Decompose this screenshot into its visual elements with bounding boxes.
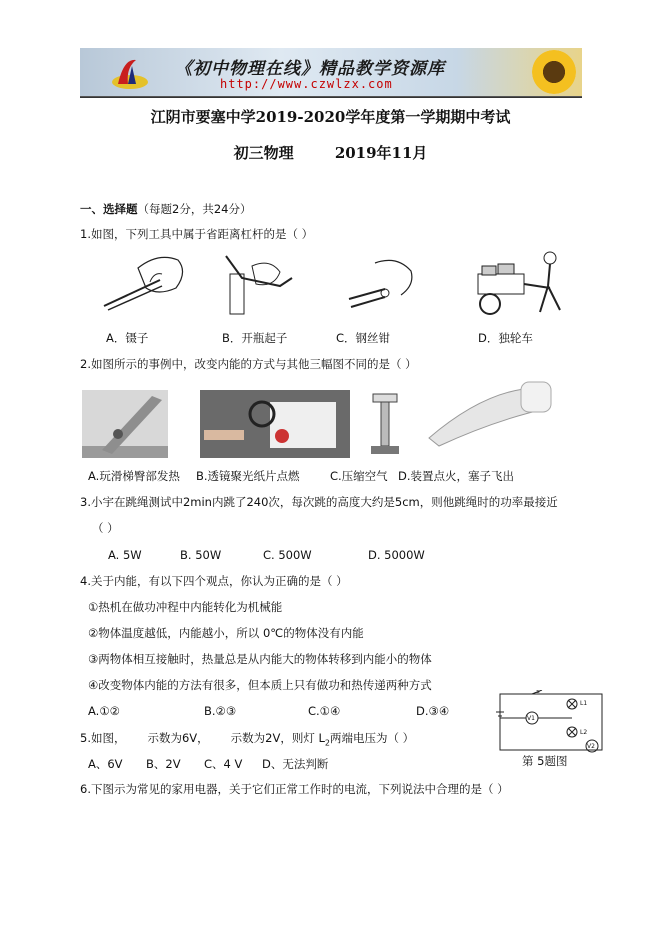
section-heading xyxy=(80,202,251,216)
pliers-image xyxy=(345,255,425,317)
banner-url: http://www.czwlzx.com xyxy=(220,77,393,91)
q5-figure-caption: 第 5题图 xyxy=(522,754,568,768)
q5-stem-b: 示数为6V， xyxy=(147,731,209,745)
l1-label: L1 xyxy=(580,700,588,707)
q5-option-c: C、4 V xyxy=(204,757,243,771)
q1-stem: 1.如图，下列工具中属于省距离杠杆的是（ ） xyxy=(80,227,314,241)
sunflower-icon xyxy=(532,50,576,94)
banner-title: 《初中物理在线》精品教学资源库 xyxy=(175,59,445,79)
exam-subtitle xyxy=(0,142,661,163)
q5-stem-d: 两端电压为（ ） xyxy=(330,731,415,745)
q2-stem: 2.如图所示的事例中，改变内能的方式与其他三幅图不同的是（ ） xyxy=(80,357,417,371)
wheelbarrow-image xyxy=(470,248,570,318)
q4-option-a: A.①② xyxy=(88,704,120,718)
section-note: （每题2分，共24分） xyxy=(137,202,252,216)
q4-option-d: D.③④ xyxy=(416,704,450,718)
q3-paren: （ ） xyxy=(92,521,119,535)
v2-label: V2 xyxy=(587,743,595,750)
q3-option-a: A. 5W xyxy=(108,548,142,562)
header-divider xyxy=(80,97,582,98)
q2-option-d: D.装置点火，塞子飞出 xyxy=(398,469,515,483)
air-compression-photo xyxy=(365,390,405,458)
q5-option-d: D、无法判断 xyxy=(262,757,329,771)
tweezers-image xyxy=(98,248,190,316)
q2-option-c: C.压缩空气 xyxy=(330,469,388,483)
q5-option-a: A、6V xyxy=(88,757,123,771)
bottle-opener-image xyxy=(222,248,298,318)
q5-option-b: B、2V xyxy=(146,757,181,771)
q4-statement-4: ④改变物体内能的方法有很多，但本质上只有做功和热传递两种方式 xyxy=(88,678,432,692)
q4-statement-1: ①热机在做功冲程中内能转化为机械能 xyxy=(88,600,283,614)
header-banner xyxy=(80,48,582,97)
circuit-diagram xyxy=(492,690,612,755)
q1-option-d: D．独轮车 xyxy=(478,331,533,345)
q5-stem xyxy=(80,731,414,750)
section-title: 一、选择题 xyxy=(80,202,138,216)
q4-statement-3: ③两物体相互接触时，热量总是从内能大的物体转移到内能小的物体 xyxy=(88,652,432,666)
q4-statement-2: ②物体温度越低，内能越小，所以 0℃的物体没有内能 xyxy=(88,626,364,640)
q4-option-c: C.①④ xyxy=(308,704,341,718)
q3-stem: 3.小宇在跳绳测试中2min内跳了240次，每次跳的高度大约是5cm，则他跳绳时的功率最接近 xyxy=(80,495,558,509)
logo-icon xyxy=(110,54,150,92)
test-tube-photo xyxy=(425,380,555,450)
q3-option-c: C. 500W xyxy=(263,548,312,562)
subject-label: 初三物理 xyxy=(233,144,294,162)
q6-stem: 6.下图示为常见的家用电器，关于它们正常工作时的电流，下列说法中合理的是（ ） xyxy=(80,782,509,796)
q3-option-b: B. 50W xyxy=(180,548,222,562)
q1-option-b: B．开瓶起子 xyxy=(222,331,288,345)
v1-label: V1 xyxy=(527,715,535,722)
slide-photo xyxy=(82,390,168,458)
q3-option-d: D. 5000W xyxy=(368,548,425,562)
exam-date: 2019年11月 xyxy=(334,144,428,162)
q2-option-b: B.透镜聚光纸片点燃 xyxy=(196,469,300,483)
q5-stem-a: 5.如图， xyxy=(80,731,126,745)
l2-label: L2 xyxy=(580,729,588,736)
q1-option-a: A．镊子 xyxy=(106,331,149,345)
lens-photo xyxy=(200,390,350,458)
switch-label: S xyxy=(536,690,540,695)
q5-stem-sub: 2 xyxy=(324,738,331,748)
q1-option-c: C．钢丝钳 xyxy=(336,331,391,345)
q4-stem: 4.关于内能，有以下四个观点，你认为正确的是（ ） xyxy=(80,574,348,588)
q2-option-a: A.玩滑梯臀部发热 xyxy=(88,469,180,483)
q5-stem-c: 示数为2V，则灯 L xyxy=(230,731,325,745)
q4-option-b: B.②③ xyxy=(204,704,237,718)
exam-title: 江阴市要塞中学2019-2020学年度第一学期期中考试 xyxy=(150,108,511,126)
